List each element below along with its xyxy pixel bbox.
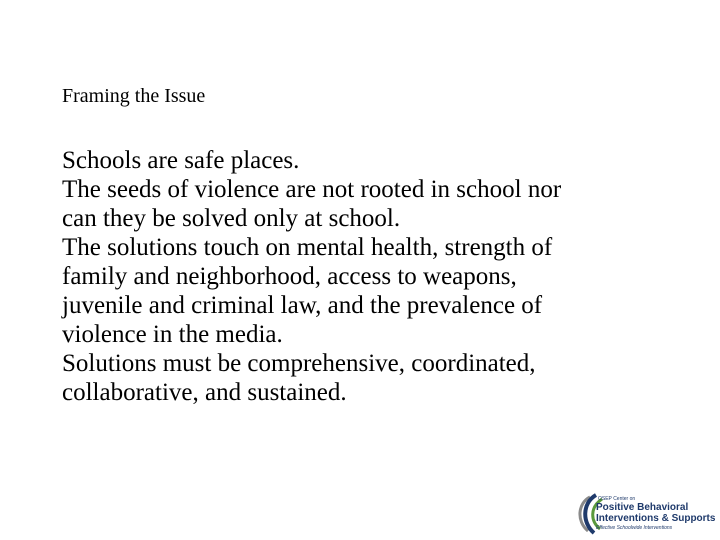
pbis-logo xyxy=(576,491,720,536)
slide-title: Framing the Issue xyxy=(62,85,206,107)
logo-small-bottom: Effective Schoolwide Interventions xyxy=(596,525,673,531)
body-line: juvenile and criminal law, and the prevalence of xyxy=(62,292,543,319)
logo-small-top: OSEP Center on xyxy=(598,496,636,502)
body-line: Schools are safe places. xyxy=(62,147,300,174)
body-line: collaborative, and sustained. xyxy=(62,379,347,406)
body-line: Solutions must be comprehensive, coordinated, xyxy=(62,350,536,377)
logo-line2: Interventions & Supports xyxy=(596,513,716,524)
slide-body xyxy=(62,146,702,407)
body-line: family and neighborhood, access to weapons, xyxy=(62,263,517,290)
body-line: The seeds of violence are not rooted in school nor xyxy=(62,176,562,203)
logo-line1: Positive Behavioral xyxy=(596,502,689,513)
body-line: The solutions touch on mental health, strength of xyxy=(62,234,553,261)
body-line: can they be solved only at school. xyxy=(62,205,401,232)
body-line: violence in the media. xyxy=(62,321,283,348)
